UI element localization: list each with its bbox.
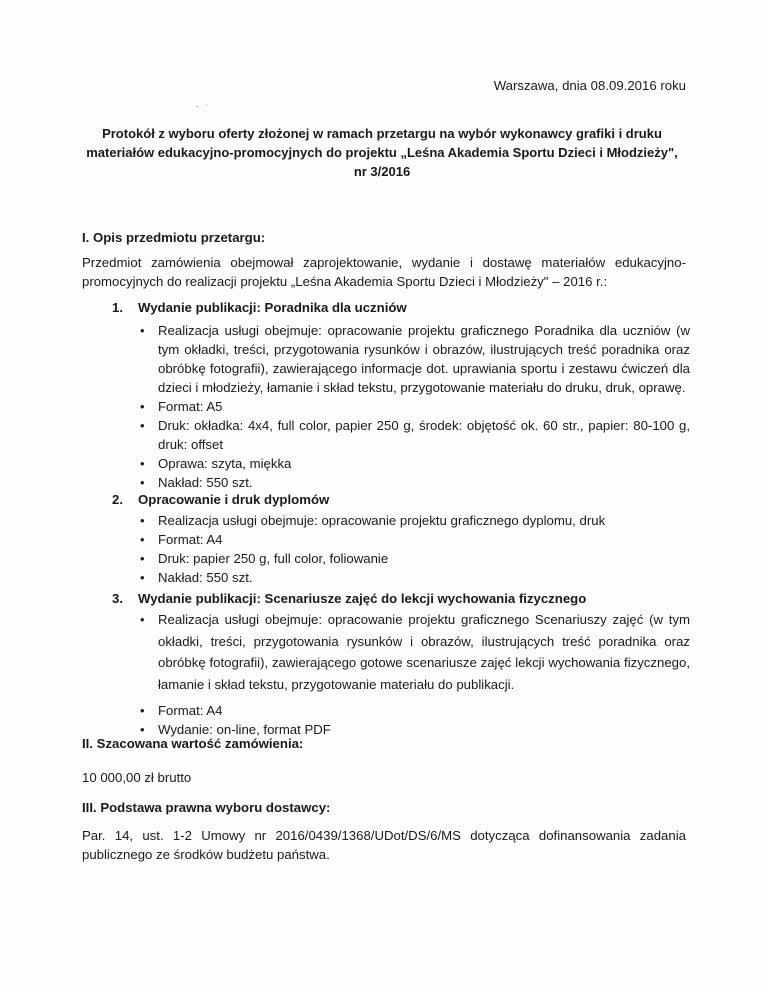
item-2-bullet-print: • Druk: papier 250 g, full color, foliowanie <box>138 549 690 568</box>
section-3-text: Par. 14, ust. 1-2 Umowy nr 2016/0439/1368/UDot/DS/6/MS dotycząca dofinansowania zadania publicznego ze środków budżetu państwa. <box>82 828 686 862</box>
date-line: Warszawa, dnia 08.09.2016 roku <box>493 78 686 93</box>
item-1-title: Wydanie publikacji: Poradnika dla uczniów <box>138 300 407 315</box>
item-2-number: 2. <box>112 492 123 507</box>
item-3-bullet-format: • Format: A4 <box>138 701 690 720</box>
item-1-number: 1. <box>112 300 123 315</box>
section-2-heading: II. Szacowana wartość zamówienia: <box>82 736 304 751</box>
item-2-bullet-quantity: • Nakład: 550 szt. <box>138 568 690 587</box>
item-1-bullet-scope: • Realizacja usługi obejmuje: opracowanie projektu graficznego Poradnika dla uczniów (w tym okładki, treści, przygotowania rysunków i obrazów, ilustrujących treść poradnika oraz obróbkę fotografii), zawierającego informacje dot. uprawiania sportu i zestawu ćwiczeń dla dzieci i młodzieży, łamanie i skład tekstu, przygotowanie materiału do druku, druk, oprawę. <box>138 321 690 397</box>
item-2-bullet-scope: • Realizacja usługi obejmuje: opracowanie projektu graficznego dyplomu, druk <box>138 511 690 530</box>
item-1-bullet-quantity: • Nakład: 550 szt. <box>138 473 690 492</box>
item-2-bullet-format: • Format: A4 <box>138 530 690 549</box>
item-3-title: Wydanie publikacji: Scenariusze zajęć do lekcji wychowania fizycznego <box>138 591 587 606</box>
section-1-heading: I. Opis przedmiotu przetargu: <box>82 230 266 245</box>
section-3-heading: III. Podstawa prawna wyboru dostawcy: <box>82 800 331 815</box>
item-1-bullet-print: • Druk: okładka: 4x4, full color, papier 250 g, środek: objętość ok. 60 str., papier: 80-100 g, druk: offset <box>138 416 690 454</box>
item-3-bullet-scope: • Realizacja usługi obejmuje: opracowanie projektu graficznego Scenariuszy zajęć (w tym okładki, treści, przygotowania rysunków i obrazów, ilustrujących treść poradnika oraz obróbkę fotografii), zawierającego gotowe scenariusze zajęć lekcji wychowania fizycznego, łamanie i skład tekstu, przygotowanie materiału do publikacji. <box>138 609 690 695</box>
scan-speck <box>206 104 207 105</box>
document-title: Protokół z wyboru oferty złożonej w ramach przetargu na wybór wykonawcy grafiki i druku materiałów edukacyjno-promocyjnych do projektu „Leśna Akademia Sportu Dzieci i Młodzieży", nr 3/2016 <box>86 126 678 179</box>
item-3-number: 3. <box>112 591 123 606</box>
item-1-bullet-binding: • Oprawa: szyta, miękka <box>138 454 690 473</box>
section-2-value: 10 000,00 zł brutto <box>82 770 192 785</box>
item-1-bullet-format: • Format: A5 <box>138 397 690 416</box>
item-2-title: Opracowanie i druk dyplomów <box>138 492 330 507</box>
scan-speck <box>196 106 198 107</box>
section-1-intro: Przedmiot zamówienia obejmował zaprojektowanie, wydanie i dostawę materiałów edukacyjno-promocyjnych do realizacji projektu „Leśna Akademia Sportu Dzieci i Młodzieży" – 2016 r.: <box>82 255 686 289</box>
item-3-bullet-edition: • Wydanie: on-line, format PDF <box>138 720 690 739</box>
